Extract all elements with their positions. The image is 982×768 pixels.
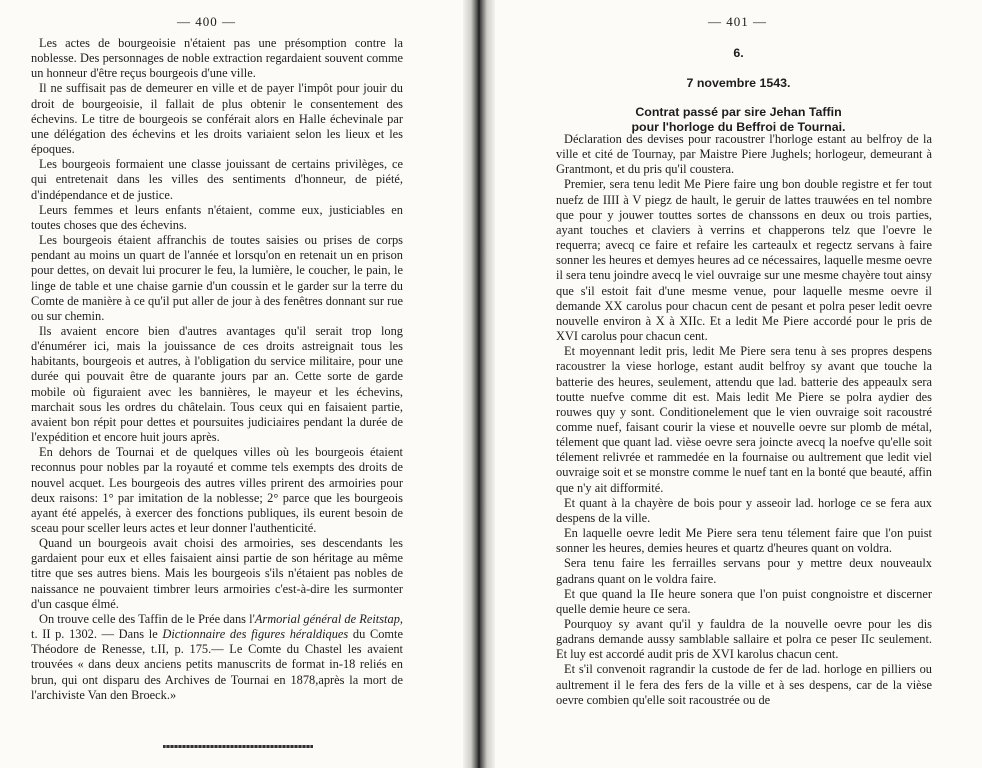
- book-title: Dictionnaire des figures héraldiques: [162, 627, 349, 642]
- paragraph: Leurs femmes et leurs enfants n'étaient, comme eux, justiciables en toutes choses que des échevins.: [31, 202, 403, 232]
- paragraph: Les bourgeois étaient affranchis de toutes saisies ou prises de corps pendant au moins un quart de l'année et lorsqu'on en retenait un en prison pour dettes, on devait lui procurer le feu, la lumière, le coucher, le pain, le linge de table et une chaise garnie d'un coussin et le garder sur la terre du Comte de manière à ce qu'il put aller de jour à des fenêtres donnant sur rue ou sur chemin.: [31, 233, 403, 323]
- paragraph: Et quant à la chayère de bois pour y asseoir lad. horloge ce se fera aux despens de la ville.: [556, 495, 932, 525]
- paragraph: En dehors de Tournai et de quelques villes où les bourgeois étaient reconnus pour nobles par la royauté et comme tels exempts des droits de nouvel acquet. Les bourgeois des autres villes prirent des armoiries pour deux raisons: 1° par imitation de la noblesse; 2° parce que les bourgeois ayant été appelés, à exercer des fonctions publiques, ils eurent besoin de sceau pour sceller leurs actes et leur donner l'authenticité.: [31, 445, 403, 535]
- paragraph: En laquelle oevre ledit Me Piere sera tenu télement faire que l'on puist sonner les heures, demies heures et quartz d'heures quant on voldra.: [556, 526, 932, 556]
- paragraph: Et s'il convenoit ragrandir la custode de fer de lad. horloge en pilliers ou aultrement il le fera des fers de la ville et à ses despens, car de la vièse oevre combien qu'elle soit racoustrée ou de: [556, 662, 932, 707]
- book-gutter: [463, 0, 495, 768]
- paragraph: Pourquoy sy avant qu'il y fauldra de la nouvelle oevre pour les dis gadrans demande aussy samblable sallaire et polra ce peser IIc seulement. Et luy est accordé audit pris de XVI karolus chacun cent.: [556, 617, 932, 662]
- right-page-body: [556, 132, 932, 708]
- page-number: — 401 —: [708, 14, 767, 29]
- paragraph-with-citations: [31, 612, 403, 703]
- paragraph: Déclaration des devises pour racoustrer l'horloge estant au belfroy de la ville et cité de Tournay, par Maistre Piere Jughels; horlogeur, demeurant à Grantmont, et du pris qu'il coustera.: [556, 132, 932, 177]
- text-run: , t. II p. 1302. — Dans le: [31, 611, 404, 642]
- text-run: On trouve celle des Taffin de le Prée dans l': [39, 611, 255, 626]
- paragraph: Et que quand la IIe heure sonera que l'on puist congnoistre et discerner quelle demie heure ce sera.: [556, 586, 932, 616]
- document-number: 6.: [733, 46, 744, 60]
- right-page: [495, 0, 982, 768]
- paragraph: Les bourgeois formaient une classe jouissant de certains privilèges, ce qui entretenait dans les villes des sentiments d'honneur, de piété, d'indépendance et de justice.: [31, 157, 403, 202]
- paragraph: Quand un bourgeois avait choisi des armoiries, ses descendants les gardaient pour eux et elles faisaient ainsi partie de son héritage au même titre que ses autres biens. Mais les bourgeois s'ils n'étaient pas nobles de naissance ne pouvaient timbrer leurs armoiries c'est-à-dire les surmonter d'un casque élmé.: [31, 536, 403, 611]
- paragraph: Sera tenu faire les ferrailles servans pour y mettre deux nouveaulx gadrans quant on le voldra faire.: [556, 556, 932, 586]
- paragraph: Il ne suffisait pas de demeurer en ville et de payer l'impôt pour jouir du droit de bourgeoisie, il fallait de plus obtenir le consentement des échevins. Le titre de bourgeois se conférait alors en Halle échevinale par une délégation des échevins et les droits variaient selon les lieux et les époques.: [31, 81, 403, 157]
- paragraph: Premier, sera tenu ledit Me Piere faire ung bon double registre et fer tout nuefz de IIII à V piegz de hault, le geruir de lattes trauwées en tel nombre que pour y jouwer touttes sortes de chanssons en deux ou trois parties, ayant touches et claviers à verrins et chapperons telz que l'oevre le requerra; avecq ce faire et refaire les carteaulx et regectz servans à faire sonner les heures et demyes heures ad ce nécessaires, laquelle mesme oevre il sera tenu joindre avecq le viel ouvraige sur une mesme chayère tout ainsy que s'il estoit fait d'une mesme venue, pour laquelle mesme oevre il demande XX carolus pour chacun cent de pesant et polra peser ledit oevre nouvelle environ à X à XIIc. Et a ledit Me Piere accordé pour le pris de XVI carolus pour chacun cent.: [556, 177, 932, 344]
- document-date: 7 novembre 1543.: [686, 76, 791, 90]
- page-number: — 400 —: [177, 14, 236, 29]
- paragraph: Les actes de bourgeoisie n'étaient pas une présomption contre la noblesse. Des personnages de noble extraction regardaient souvent comme un honneur d'être reçus bourgeois d'une ville.: [31, 36, 403, 81]
- document-title: Contrat passé par sire Jehan Taffin: [635, 105, 842, 119]
- left-page: [0, 0, 463, 768]
- left-page-body: [31, 36, 403, 703]
- paragraph: Ils avaient encore bien d'autres avantages qu'il serait trop long d'énumérer ici, mais la jouissance de ces droits astreignait tous les habitants, bourgeois et autres, à l'obligation du service militaire, pour une durée qui pouvait être de quarante jours par an. Cette sorte de garde mobile où figuraient avec les bannières, le mayeur et les échevins, marchait sous les ordres du châtelain. Tous ceux qui en faisaient partie, avaient bon répit pour dettes et poursuites judiciaires pendant la durée de l'expédition et encore huit jours après.: [31, 323, 403, 445]
- bottom-rule: [163, 745, 313, 748]
- document-heading: [495, 46, 982, 135]
- text-run: du Comte Théodore de Renesse, t.II, p. 175.— Le Comte du Chastel les avaient trouvées « dans deux anciens petits manuscrits de format in-18 reliés en brun, qui ont disparu des Archives de Tournai en 1878,après la mort de l'archiviste Van den Broeck.»: [31, 627, 403, 702]
- paragraph: Et moyennant ledit pris, ledit Me Piere sera tenu à ses propres despens racoustrer la viese horloge, estant audit belfroy sy avant que touche la batterie des heures, seulement, attendu que lad. batterie des appeaulx sera toutte nuefve comme dit est. Mais ledit Me Piere se polra aydier des rouwes quy y sont. Conditionelement que le vien ouvraige soit racoustré comme nuef, faisant courir la viese et nouvelle oevre sur plomb de métal, télement que quant lad. vièse oevre sera joincte avecq la noefve qu'elle soit télement relivrée et rammedée en la fournaise ou aultrement que ledit viel ouvraige soit et se monstre comme le nuef tant en la bonté que beauté, affin que n'y ait difformité.: [556, 344, 932, 495]
- document-title-line2: pour l'horloge du Beffroi de Tournai.: [631, 120, 846, 134]
- book-title: Armorial général de Reitstap: [254, 611, 400, 626]
